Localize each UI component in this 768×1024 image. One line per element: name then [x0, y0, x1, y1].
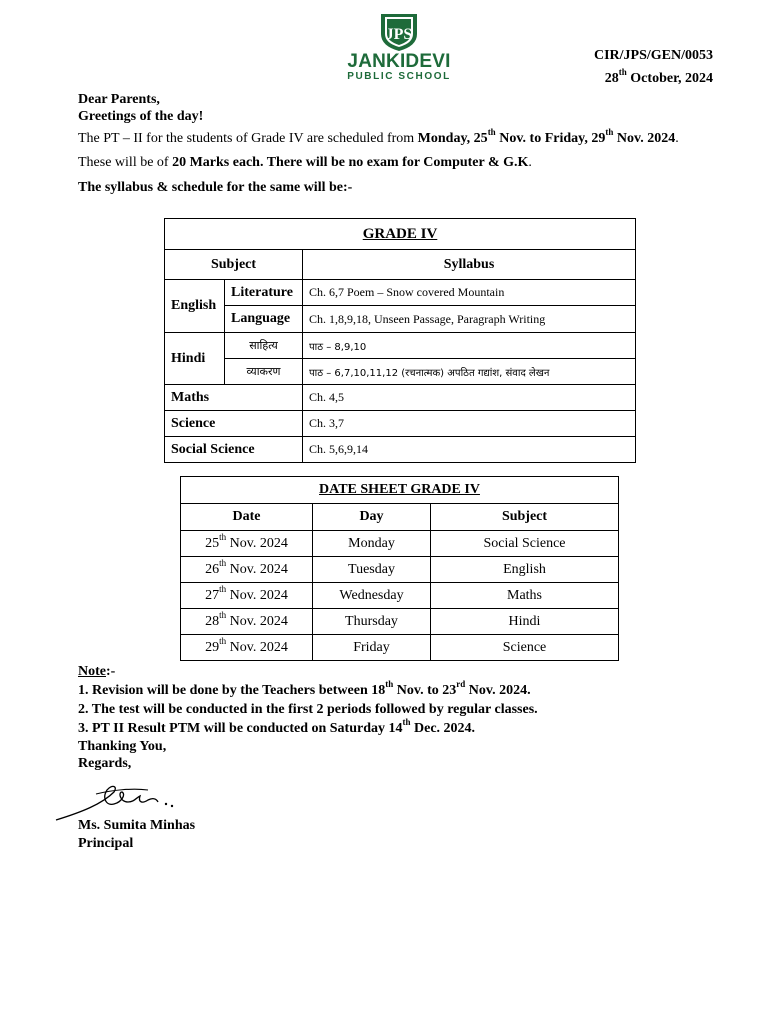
exam-subject: Maths [431, 583, 619, 609]
column-header-date: Date [181, 504, 313, 531]
subject-hindi: Hindi [165, 333, 225, 385]
circular-date: 28th October, 2024 [604, 67, 713, 86]
exam-day: Friday [313, 635, 431, 661]
marks-paragraph: These will be of 20 Marks each. There will be no exam for Computer & G.K. [78, 155, 532, 170]
subsection-vyakaran: व्याकरण [225, 359, 303, 385]
date-sheet-row [181, 531, 619, 557]
school-subtitle: PUBLIC SCHOOL [347, 71, 451, 82]
schedule-paragraph: The PT – II for the students of Grade IV are scheduled from Monday, 25th Nov. to Friday, 29th Nov. 2024. [78, 127, 679, 146]
syllabus-literature: Ch. 6,7 Poem – Snow covered Mountain [303, 280, 636, 306]
syllabus-title: GRADE IV [165, 219, 636, 250]
exam-day: Wednesday [313, 583, 431, 609]
subject-social-science: Social Science [165, 437, 303, 463]
date-sheet-row [181, 557, 619, 583]
syllabus-table [164, 218, 636, 463]
column-header-syllabus: Syllabus [303, 250, 636, 280]
syllabus-vyakaran: पाठ – 6,7,10,11,12 (रचनात्मक) अपठित गद्यांश, संवाद लेखन [303, 359, 636, 385]
syllabus-science: Ch. 3,7 [303, 411, 636, 437]
syllabus-intro: The syllabus & schedule for the same will be:- [78, 180, 353, 195]
exam-day: Tuesday [313, 557, 431, 583]
subject-english: English [165, 280, 225, 333]
subsection-sahitya: साहित्य [225, 333, 303, 359]
exam-date: 26th Nov. 2024 [181, 557, 313, 583]
principal-name: Ms. Sumita Minhas [78, 818, 196, 833]
syllabus-social-science: Ch. 5,6,9,14 [303, 437, 636, 463]
school-crest-icon [376, 12, 422, 52]
note-heading: Note:- [78, 664, 116, 679]
thanking-you: Thanking You, [78, 739, 167, 754]
exam-date: 27th Nov. 2024 [181, 583, 313, 609]
subject-science: Science [165, 411, 303, 437]
column-header-day: Day [313, 504, 431, 531]
subsection-literature: Literature [225, 280, 303, 306]
salutation: Dear Parents, [78, 92, 160, 107]
logo-monogram: JPS [385, 26, 413, 43]
exam-date: 29th Nov. 2024 [181, 635, 313, 661]
exam-day: Thursday [313, 609, 431, 635]
school-name: JANKIDEVI [347, 51, 451, 72]
exam-date: 28th Nov. 2024 [181, 609, 313, 635]
school-logo [336, 12, 462, 90]
exam-day: Monday [313, 531, 431, 557]
column-header-subject: Subject [165, 250, 303, 280]
exam-subject: Science [431, 635, 619, 661]
syllabus-maths: Ch. 4,5 [303, 385, 636, 411]
date-sheet-row [181, 583, 619, 609]
exam-subject: English [431, 557, 619, 583]
exam-subject: Hindi [431, 609, 619, 635]
date-sheet-row [181, 635, 619, 661]
note-3: 3. PT II Result PTM will be conducted on Saturday 14th Dec. 2024. [78, 717, 476, 736]
syllabus-language: Ch. 1,8,9,18, Unseen Passage, Paragraph Writing [303, 306, 636, 333]
syllabus-sahitya: पाठ – 8,9,10 [303, 333, 636, 359]
note-2: 2. The test will be conducted in the first 2 periods followed by regular classes. [78, 702, 538, 717]
date-sheet-title: DATE SHEET GRADE IV [181, 477, 619, 504]
principal-title: Principal [78, 836, 134, 851]
exam-date: 25th Nov. 2024 [181, 531, 313, 557]
date-sheet-row [181, 609, 619, 635]
subsection-language: Language [225, 306, 303, 333]
notes-section [78, 662, 538, 772]
circular-reference: CIR/JPS/GEN/0053 [593, 48, 713, 63]
date-sheet-table [180, 476, 619, 661]
exam-subject: Social Science [431, 531, 619, 557]
subject-maths: Maths [165, 385, 303, 411]
note-1: 1. Revision will be done by the Teachers between 18th Nov. to 23rd Nov. 2024. [78, 679, 531, 698]
greeting: Greetings of the day! [78, 109, 204, 124]
regards: Regards, [78, 756, 132, 771]
column-header-subject: Subject [431, 504, 619, 531]
